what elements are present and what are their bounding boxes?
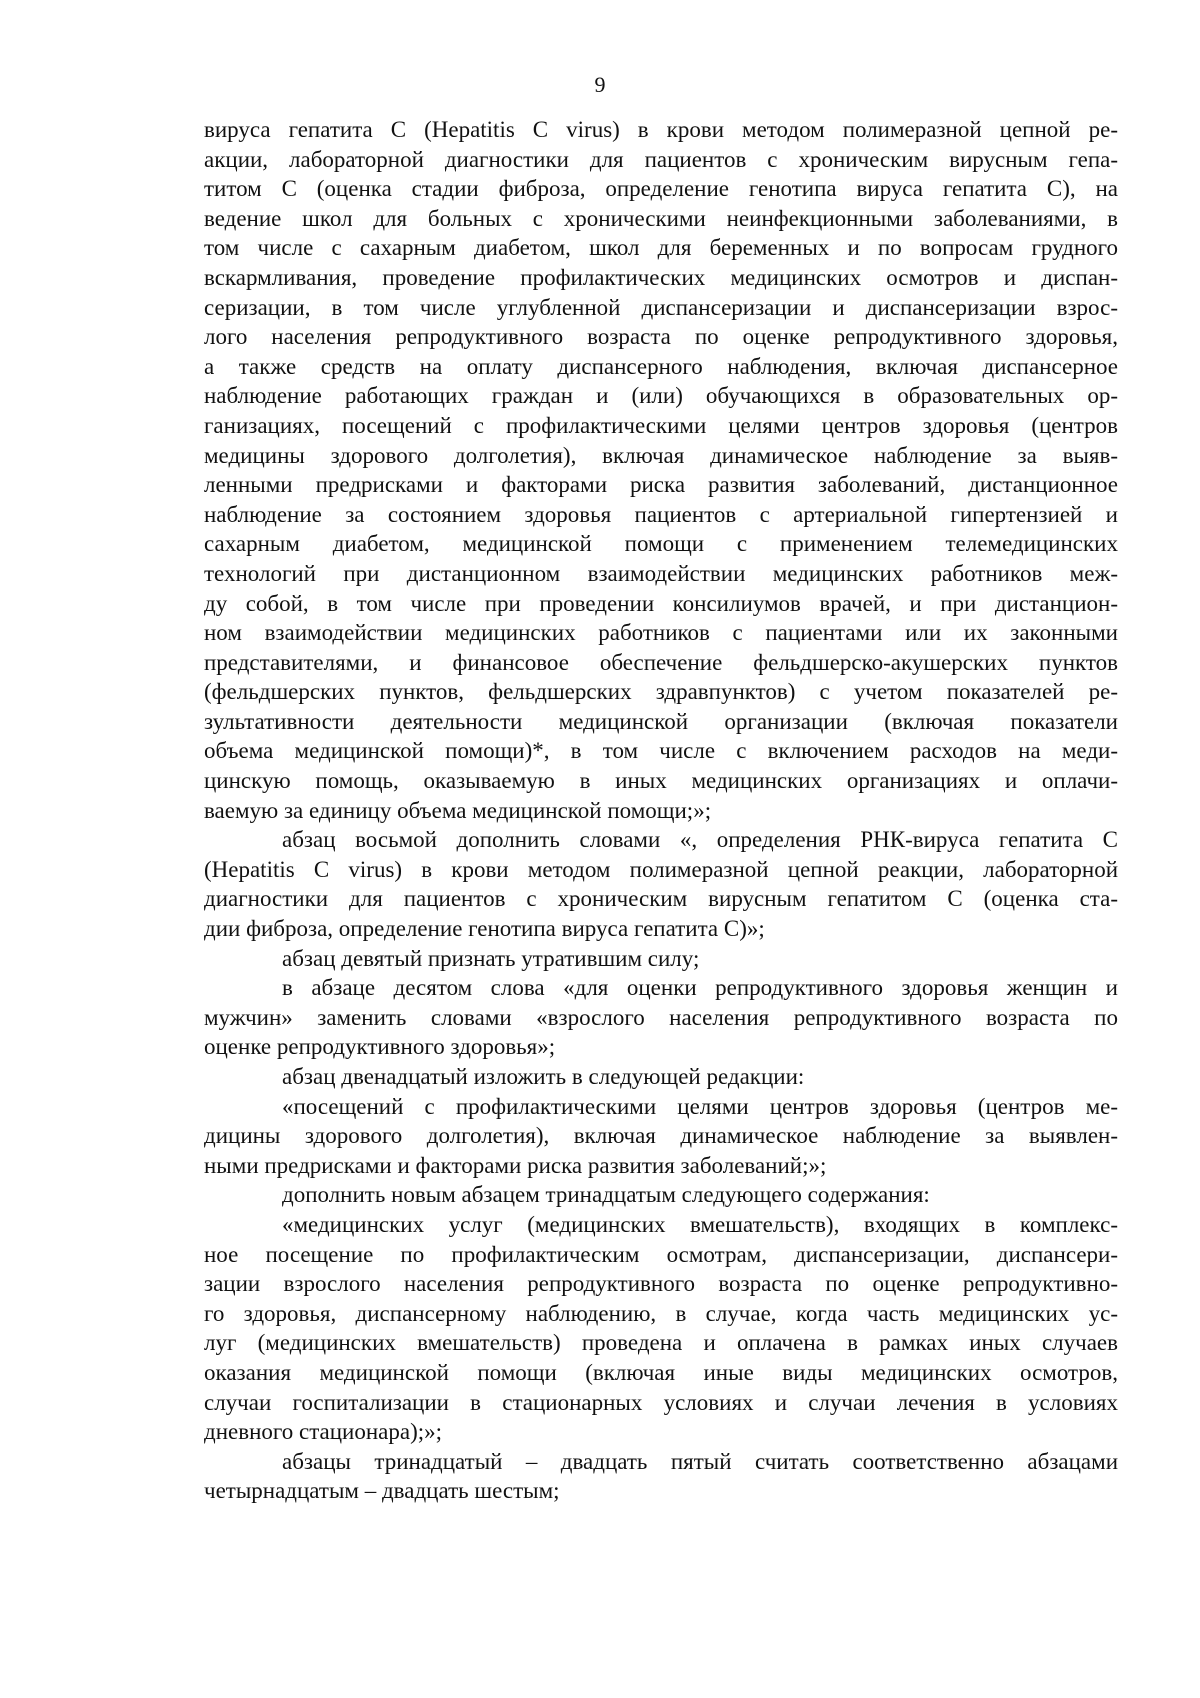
text-line: в абзаце десятом слова «для оценки репродуктивного здоровья женщин и (282, 975, 1118, 1001)
text-line: титом С (оценка стадии фиброза, определение генотипа вируса гепатита С), на (204, 176, 1118, 202)
text-line: представителями, и финансовое обеспечение фельдшерско-акушерских пунктов (204, 649, 1118, 675)
text-line: зультативности деятельности медицинской организации (включая показатели (204, 708, 1118, 734)
text-line: том числе с сахарным диабетом, школ для беременных и по вопросам грудного (204, 235, 1118, 261)
document-body (204, 115, 1118, 1506)
text-line: (Hepatitis C virus) в крови методом полимеразной цепной реакции, лабораторной (204, 856, 1118, 882)
text-line: дополнить новым абзацем тринадцатым следующего содержания: (282, 1182, 930, 1208)
text-line: наблюдение работающих граждан и (или) обучающихся в образовательных ор- (204, 383, 1118, 409)
text-line: «посещений с профилактическими целями центров здоровья (центров ме- (282, 1093, 1118, 1119)
text-line: (фельдшерских пунктов, фельдшерских здравпунктов) с учетом показателей ре- (204, 679, 1118, 705)
text-line: объема медицинской помощи)*, в том числе с включением расходов на меди- (204, 738, 1118, 764)
text-line: случаи госпитализации в стационарных условиях и случаи лечения в условиях (204, 1389, 1118, 1415)
text-line: четырнадцатым – двадцать шестым; (204, 1478, 560, 1504)
text-line: абзац девятый признать утратившим силу; (282, 945, 700, 971)
text-line: зации взрослого населения репродуктивного возраста по оценке репродуктивно- (204, 1271, 1118, 1297)
text-line: «медицинских услуг (медицинских вмешательств), входящих в комплекс- (282, 1211, 1118, 1237)
text-line: ваемую за единицу объема медицинской помощи;»; (204, 797, 712, 823)
text-line: го здоровья, диспансерному наблюдению, в случае, когда часть медицинских ус- (204, 1300, 1118, 1326)
text-line: ведение школ для больных с хроническими неинфекционными заболеваниями, в (204, 205, 1118, 231)
text-line: дицины здорового долголетия), включая динамическое наблюдение за выявлен- (204, 1123, 1118, 1149)
text-line: серизации, в том числе углубленной диспансеризации и диспансеризации взрос- (204, 294, 1118, 320)
page-number: 9 (594, 72, 606, 97)
text-line: диагностики для пациентов с хроническим вирусным гепатитом С (оценка ста- (204, 886, 1118, 912)
text-line: вируса гепатита С (Hepatitis C virus) в крови методом полимеразной цепной ре- (204, 117, 1118, 142)
text-line: ду собой, в том числе при проведении консилиумов врачей, и при дистанцион- (204, 590, 1118, 616)
text-line: лого населения репродуктивного возраста по оценке репродуктивного здоровья, (204, 324, 1118, 350)
text-line: дневного стационара);»; (204, 1419, 443, 1445)
text-line: мужчин» заменить словами «взрослого населения репродуктивного возраста по (204, 1004, 1118, 1030)
text-line: наблюдение за состоянием здоровья пациентов с артериальной гипертензией и (204, 501, 1118, 527)
text-line: ном взаимодействии медицинских работников с пациентами или их законными (204, 620, 1118, 646)
text-line: ганизациях, посещений с профилактическими целями центров здоровья (центров (204, 412, 1118, 438)
text-line: абзац двенадцатый изложить в следующей редакции: (282, 1064, 805, 1089)
text-line: ленными предрисками и факторами риска развития заболеваний, дистанционное (204, 472, 1118, 498)
text-line: луг (медицинских вмешательств) проведена и оплачена в рамках иных случаев (204, 1330, 1118, 1356)
text-line: оказания медицинской помощи (включая иные виды медицинских осмотров, (204, 1359, 1118, 1385)
text-line: а также средств на оплату диспансерного наблюдения, включая диспансерное (204, 353, 1118, 379)
text-line: ное посещение по профилактическим осмотрам, диспансеризации, диспансери- (204, 1241, 1118, 1267)
text-line: вскармливания, проведение профилактических медицинских осмотров и диспан- (204, 264, 1118, 290)
text-line: дии фиброза, определение генотипа вируса гепатита С)»; (204, 916, 765, 942)
text-line: цинскую помощь, оказываемую в иных медицинских организациях и оплачи- (204, 768, 1118, 794)
text-line: технологий при дистанционном взаимодействии медицинских работников меж- (204, 560, 1118, 586)
text-line: медицины здорового долголетия), включая динамическое наблюдение за выяв- (204, 442, 1118, 468)
text-line: ными предрисками и факторами риска развития заболеваний;»; (204, 1152, 827, 1178)
text-line: сахарным диабетом, медицинской помощи с применением телемедицинских (204, 531, 1118, 557)
text-line: абзацы тринадцатый – двадцать пятый считать соответственно абзацами (282, 1448, 1118, 1474)
text-line: оценке репродуктивного здоровья»; (204, 1034, 556, 1060)
text-line: абзац восьмой дополнить словами «, определения РНК-вируса гепатита С (282, 827, 1118, 853)
text-line: акции, лабораторной диагностики для пациентов с хроническим вирусным гепа- (204, 146, 1118, 172)
